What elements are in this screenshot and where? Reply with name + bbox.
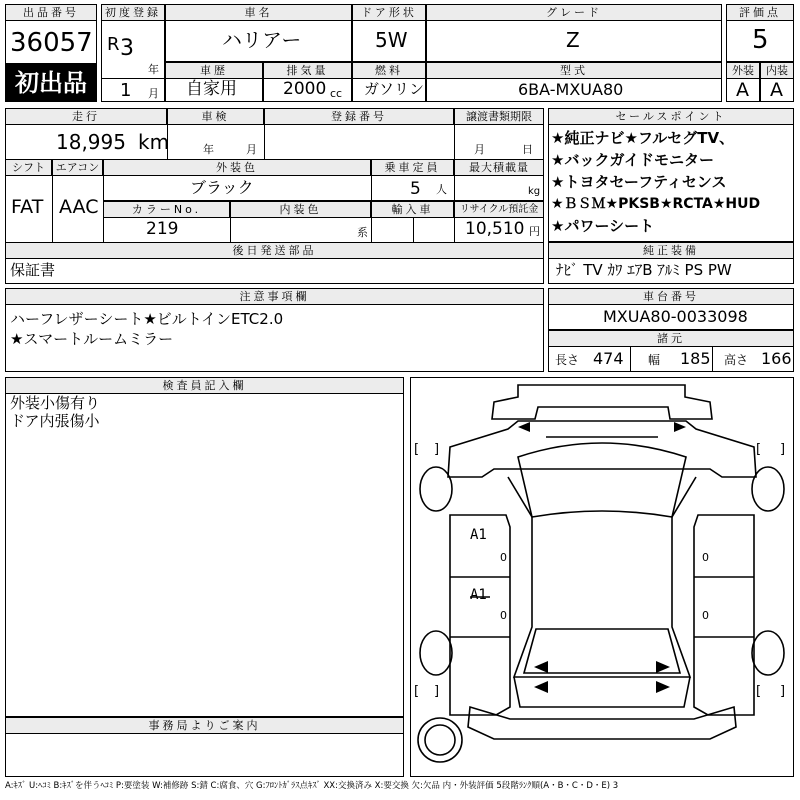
note-line: ハーフレザーシート★ビルトインETC2.0: [10, 310, 284, 328]
transfer-day-unit: 日: [522, 143, 533, 156]
windshield-outline: [518, 443, 686, 517]
note-line: ★スマートルームミラー: [10, 330, 174, 348]
specs-box: [548, 346, 794, 372]
aircon-type: AAC: [59, 196, 99, 218]
bracket-left: [: [414, 442, 420, 457]
side-digit: 0: [702, 609, 709, 622]
mileage: 18,995: [56, 130, 126, 154]
era-year: 3: [120, 36, 134, 61]
month-unit: 月: [148, 87, 159, 100]
capacity-label: 乗車定員: [371, 159, 454, 176]
first-registration-label: 初度登録: [101, 4, 165, 21]
door-type-label: ドア形状: [352, 4, 426, 21]
wheel-front-right: [752, 467, 784, 511]
overall-score: 5: [752, 25, 769, 55]
sales-points-label: セールスポイント: [548, 108, 794, 125]
bracket-left: [: [756, 442, 762, 457]
displacement-unit: cc: [330, 87, 343, 100]
capacity: 5: [410, 179, 421, 199]
displacement: 2000: [283, 79, 327, 99]
capacity-unit: 人: [436, 183, 447, 196]
length-value: 474: [593, 349, 624, 368]
sales-point: ★純正ナビ★フルセグTV、: [551, 129, 735, 147]
sales-point: ★トヨタセーフティセンス: [551, 173, 727, 191]
interior-grade: A: [770, 79, 783, 101]
wheel-rear-right: [752, 631, 784, 675]
color-number: 219: [146, 219, 179, 239]
sales-point: ★ＢＳＭ★PKSB★RCTA★HUD: [551, 196, 761, 212]
spare-tire-inner: [425, 725, 455, 755]
max-load-unit: kg: [528, 186, 541, 197]
exterior-grade-label: 外装: [726, 62, 760, 79]
later-parts: 保証書: [10, 261, 56, 279]
interior-color-label: 内装色: [230, 201, 371, 218]
office-notice-label: 事務局よりご案内: [5, 717, 404, 734]
width-value: 185: [680, 349, 711, 368]
fuel-type: ガソリン: [364, 80, 425, 98]
inspection-year-unit: 年: [203, 143, 214, 156]
height-label: 高さ: [724, 353, 749, 367]
transfer-deadline-label: 譲渡書類期限: [454, 108, 544, 125]
interior-color-unit: 系: [357, 226, 368, 239]
recycle-deposit: 10,510: [465, 219, 525, 239]
shift-label: シフト: [5, 159, 52, 176]
car-name: ハリアー: [222, 28, 302, 52]
fuel-label: 燃料: [352, 62, 426, 79]
aircon-label: エアコン: [52, 159, 103, 176]
exterior-color-label: 外装色: [103, 159, 371, 176]
exterior-grade: A: [736, 79, 749, 101]
inspector-line: 外装小傷有り: [10, 394, 101, 412]
damage-mark-code: A1: [470, 527, 487, 543]
bracket-right: ]: [434, 684, 440, 699]
bracket-right: ]: [434, 442, 440, 457]
sales-point: ★パワーシート: [551, 217, 655, 235]
wheel-front-left: [420, 467, 452, 511]
bracket-left: [: [414, 684, 420, 699]
color-number-label: カラーNo.: [103, 201, 230, 218]
history-label: 車歴: [165, 62, 263, 79]
office-notice-box: [5, 733, 404, 777]
bracket-right: ]: [780, 442, 786, 457]
bracket-left: [: [756, 684, 762, 699]
displacement-label: 排気量: [263, 62, 352, 79]
inspector-line: ドア内張傷小: [10, 412, 100, 430]
mileage-label: 走行: [5, 108, 167, 125]
model-code: 6BA-MXUA80: [518, 80, 624, 99]
vehicle-history: 自家用: [186, 79, 237, 99]
score-label: 評価点: [726, 4, 794, 21]
inspector-label: 検査員記入欄: [5, 377, 404, 394]
length-label: 長さ: [555, 353, 580, 367]
inspector-box: [5, 393, 404, 717]
door-type: 5W: [375, 28, 408, 52]
year-unit: 年: [148, 63, 159, 76]
interior-grade-label: 内装: [760, 62, 794, 79]
grade: Z: [566, 28, 580, 52]
cabin-outline: [508, 477, 696, 677]
rear-bumper-outline: [468, 707, 736, 739]
side-digit: 0: [702, 551, 709, 564]
height-value: 166: [761, 349, 792, 368]
wheel-rear-left: [420, 631, 452, 675]
damage-mark-sub: 0: [500, 609, 507, 622]
hood-outline: [448, 421, 756, 477]
equipment-label: 純正装備: [548, 242, 794, 259]
lot-number-label: 出品番号: [5, 4, 97, 21]
exterior-color: ブラック: [190, 178, 254, 197]
inspection-month-unit: 月: [246, 143, 257, 156]
later-parts-label: 後日発送部品: [5, 242, 544, 259]
specs-label: 諸元: [548, 330, 794, 347]
chassis-number: MXUA80-0033098: [603, 307, 748, 326]
roof-outline: [492, 385, 712, 419]
recycle-unit: 円: [529, 225, 540, 238]
shift-type: FAT: [11, 196, 44, 218]
damage-mark-code: A1: [470, 587, 487, 603]
sales-points-list: [551, 127, 793, 237]
grade-label: グレード: [426, 4, 722, 21]
first-listing-badge: 初出品: [5, 64, 97, 102]
lot-number: 36057: [10, 28, 93, 58]
transfer-month-unit: 月: [474, 143, 485, 156]
model-code-label: 型式: [426, 62, 722, 79]
era: R: [107, 34, 120, 55]
import-label: 輸入車: [371, 201, 454, 218]
max-load-label: 最大積載量: [454, 159, 544, 176]
chassis-label: 車台番号: [548, 288, 794, 305]
notes-label: 注意事項欄: [5, 288, 544, 305]
registration-month: 1: [120, 80, 132, 101]
sales-point: ★バックガイドモニター: [551, 151, 714, 169]
recycle-label: リサイクル預託金: [454, 201, 544, 218]
registration-number-label: 登録番号: [264, 108, 454, 125]
damage-mark-sub: 0: [500, 551, 507, 564]
car-name-label: 車名: [165, 4, 352, 21]
standard-equipment: ﾅﾋﾞ TV ｶﾜ ｴｱB ｱﾙﾐ PS PW: [556, 261, 732, 279]
damage-code-legend: A:ｷｽﾞ U:ﾍｺﾐ B:ｷｽﾞを伴うﾍｺﾐ P:要塗装 W:補修跡 S:錆 C:腐食、穴 G:ﾌﾛﾝﾄｶﾞﾗｽ点ｷｽﾞ XX:交換済み X:要交換 欠:欠品 内・外装評価 5段階ﾗﾝｸ順(A・B・C・D・E) 3: [5, 781, 619, 791]
bracket-right: ]: [780, 684, 786, 699]
width-label: 幅: [648, 353, 661, 367]
trunk-outline: [514, 677, 690, 707]
inspection-label: 車検: [167, 108, 264, 125]
car-diagram: [410, 377, 794, 777]
mileage-unit: km: [138, 130, 170, 154]
